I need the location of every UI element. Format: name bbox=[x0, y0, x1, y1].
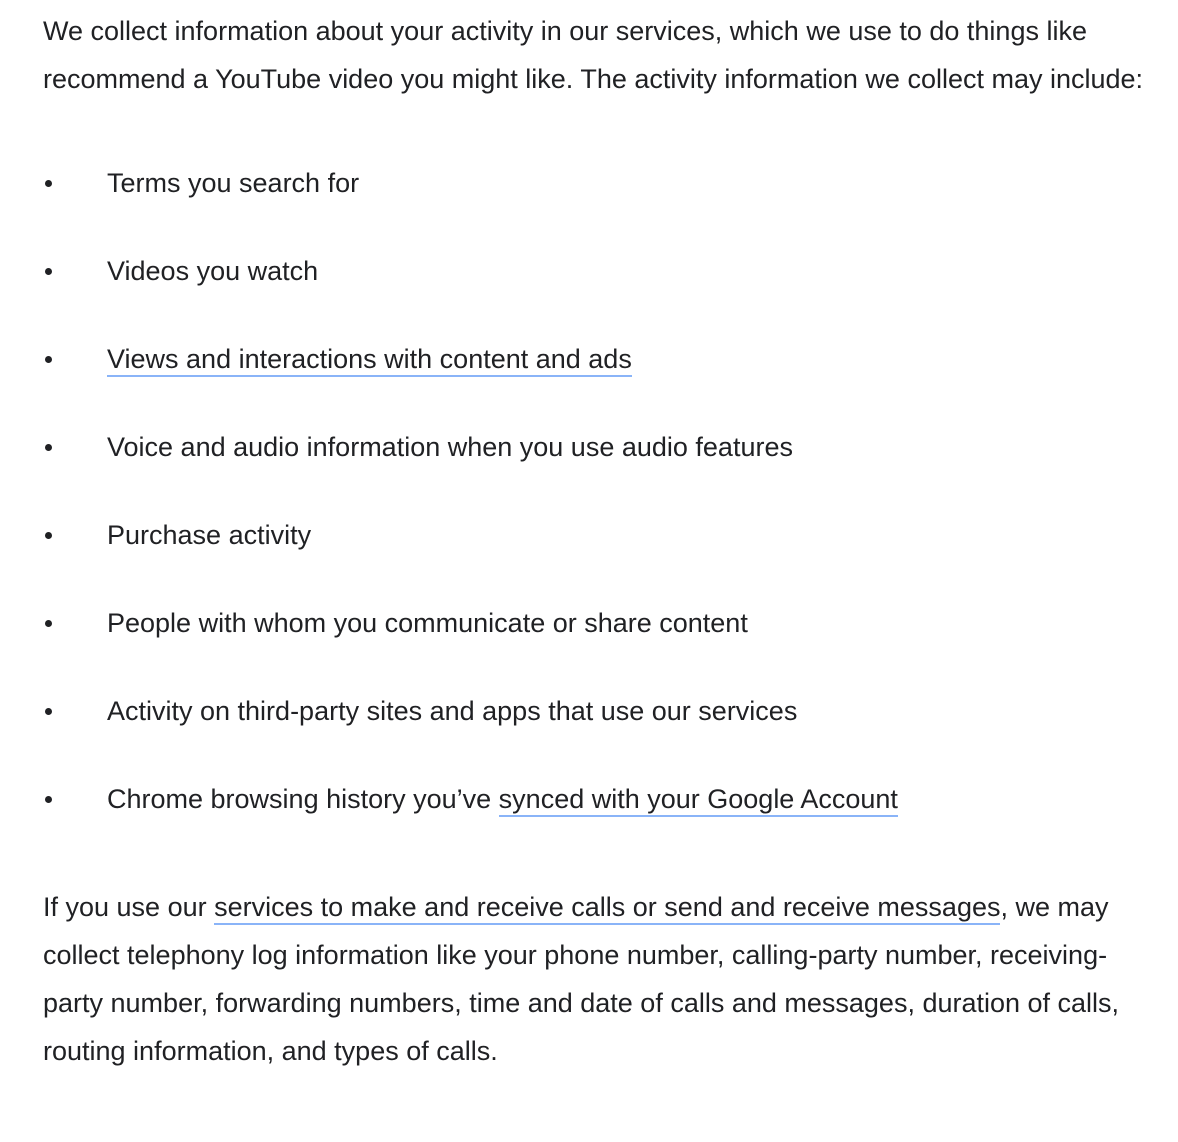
bullet-icon bbox=[45, 356, 52, 363]
bullet-icon bbox=[45, 180, 52, 187]
telephony-text-before: If you use our bbox=[43, 892, 215, 922]
calls-messages-services-link[interactable]: services to make and receive calls or send and receive messages bbox=[214, 892, 1000, 925]
list-item bbox=[43, 335, 1153, 383]
list-item bbox=[43, 687, 1153, 735]
bullet-icon bbox=[45, 444, 52, 451]
views-interactions-link[interactable]: Views and interactions with content and ads bbox=[107, 344, 632, 377]
list-item-text: Videos you watch bbox=[107, 256, 319, 286]
bullet-icon bbox=[45, 796, 52, 803]
bullet-icon bbox=[45, 532, 52, 539]
list-item-text: Terms you search for bbox=[107, 168, 360, 198]
intro-paragraph: We collect information about your activity in our services, which we use to do things like recommend a YouTube video you might like. The activity information we collect may include: bbox=[43, 16, 1144, 94]
privacy-activity-section bbox=[43, 7, 1153, 1075]
list-item-text: Chrome browsing history you’ve bbox=[107, 784, 499, 814]
activity-list bbox=[43, 159, 1153, 823]
list-item-text: Purchase activity bbox=[107, 520, 312, 550]
list-item bbox=[43, 599, 1153, 647]
list-item bbox=[43, 247, 1153, 295]
list-item-text: People with whom you communicate or share content bbox=[107, 608, 748, 638]
list-item-text: Activity on third-party sites and apps that use our services bbox=[107, 696, 798, 726]
list-item bbox=[43, 511, 1153, 559]
list-item bbox=[43, 775, 1153, 823]
list-item bbox=[43, 159, 1153, 207]
telephony-text-after: , we may collect telephony log information like your phone number, calling-party number, receiving-party number, forwarding numbers, time and date of calls and messages, duration of calls, routing information, and types of calls. bbox=[43, 892, 1120, 1066]
list-item-text: Voice and audio information when you use audio features bbox=[107, 432, 793, 462]
synced-google-account-link[interactable]: synced with your Google Account bbox=[499, 784, 898, 817]
bullet-icon bbox=[45, 620, 52, 627]
telephony-paragraph bbox=[43, 883, 1153, 1075]
bullet-icon bbox=[45, 708, 52, 715]
list-item bbox=[43, 423, 1153, 471]
bullet-icon bbox=[45, 268, 52, 275]
